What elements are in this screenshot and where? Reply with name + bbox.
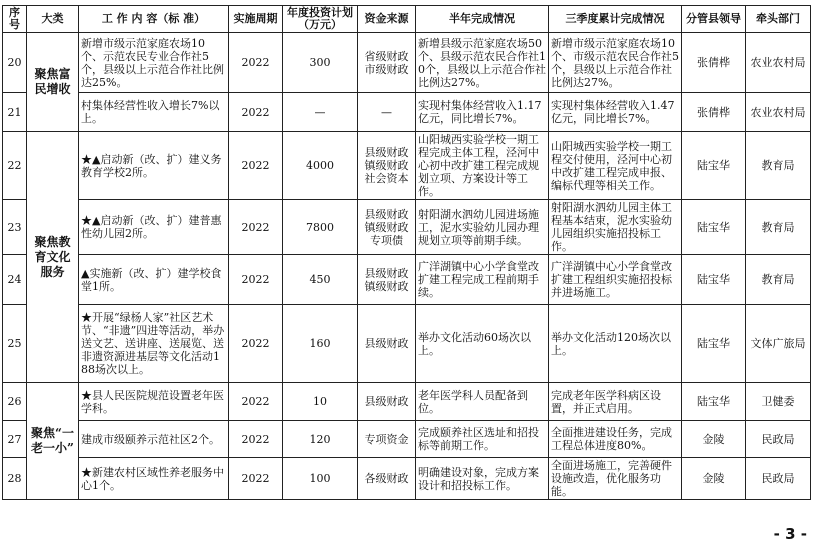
row-period: 2022 [229,305,283,383]
table-header-row [3,6,811,33]
row-fund-source: 专项资金 [358,421,416,458]
row-investment: — [283,93,358,132]
row-content: 建成市级颐养示范社区2个。 [79,421,229,458]
row-q3: 实现村集体经营收入1.47亿元，同比增长7%。 [549,93,682,132]
row-content: ★▲启动新（改、扩）建义务教育学校2所。 [79,132,229,200]
row-no: 25 [3,305,27,383]
table-row [3,132,811,200]
row-no: 27 [3,421,27,458]
row-period: 2022 [229,421,283,458]
row-investment: 160 [283,305,358,383]
category-cell: 聚焦“一老一小” [27,383,79,500]
header-department: 牵头部门 [746,6,811,33]
table-row [3,200,811,255]
row-department: 文体广旅局 [746,305,811,383]
row-no: 22 [3,132,27,200]
row-period: 2022 [229,93,283,132]
row-q3: 山阳城西实验学校一期工程交付使用，泾河中心初中改扩建工程完成申报、编标代理等相关工作。 [549,132,682,200]
row-half-year: 射阳湖水泗幼儿园进场施工，泥水实验幼儿园办理规划立项等前期手续。 [416,200,549,255]
row-investment: 450 [283,255,358,305]
row-q3: 完成老年医学科病区设置，并正式启用。 [549,383,682,421]
row-department: 教育局 [746,132,811,200]
row-q3: 广洋湖镇中心小学食堂改扩建工程组织实施招投标并进场施工。 [549,255,682,305]
header-category: 大类 [27,6,79,33]
row-half-year: 广洋湖镇中心小学食堂改扩建工程完成工程前期手续。 [416,255,549,305]
header-content: 工 作 内 容（标 准） [79,6,229,33]
row-period: 2022 [229,383,283,421]
row-half-year: 实现村集体经营收入1.17亿元，同比增长7%。 [416,93,549,132]
row-leader: 金陵 [682,458,746,500]
row-q3: 全面进场施工，完善硬件设施改造，优化服务功能。 [549,458,682,500]
row-half-year: 老年医学科人员配备到位。 [416,383,549,421]
row-investment: 100 [283,458,358,500]
work-plan-table [2,5,811,500]
table-row [3,305,811,383]
table-row [3,33,811,93]
header-leader: 分管县领导 [682,6,746,33]
row-period: 2022 [229,132,283,200]
header-period: 实施周期 [229,6,283,33]
header-investment: 年度投资计划（万元） [283,6,358,33]
row-investment: 120 [283,421,358,458]
row-content: ★开展“绿杨人家”社区艺术节、“非遗”四进等活动，举办送文艺、送讲座、送展览、送非遗资源进基层等文化活动188场次以上。 [79,305,229,383]
row-half-year: 明确建设对象，完成方案设计和招投标工作。 [416,458,549,500]
row-q3: 新增市级示范家庭农场10个、市级示范农民合作社5个，县级以上示范合作社比例达27%。 [549,33,682,93]
category-cell: 聚焦富民增收 [27,33,79,132]
row-period: 2022 [229,255,283,305]
row-leader: 陆宝华 [682,305,746,383]
row-leader: 张倩桦 [682,33,746,93]
table-row [3,93,811,132]
row-fund-source: 县级财政 [358,305,416,383]
row-investment: 10 [283,383,358,421]
header-no: 序号 [3,6,27,33]
row-content: 村集体经营性收入增长7%以上。 [79,93,229,132]
row-investment: 7800 [283,200,358,255]
table-row [3,421,811,458]
row-q3: 举办文化活动120场次以上。 [549,305,682,383]
row-leader: 陆宝华 [682,132,746,200]
row-department: 教育局 [746,200,811,255]
row-fund-source: 县级财政 镇级财政 社会资本 [358,132,416,200]
row-half-year: 完成颐养社区选址和招投标等前期工作。 [416,421,549,458]
row-leader: 陆宝华 [682,255,746,305]
row-q3: 射阳湖水泗幼儿园主体工程基本结束，泥水实验幼儿园组织实施招投标工作。 [549,200,682,255]
row-fund-source: 县级财政 [358,383,416,421]
row-department: 农业农村局 [746,33,811,93]
row-leader: 金陵 [682,421,746,458]
row-investment: 4000 [283,132,358,200]
table-row [3,458,811,500]
row-no: 24 [3,255,27,305]
row-content: ▲实施新（改、扩）建学校食堂1所。 [79,255,229,305]
row-investment: 300 [283,33,358,93]
row-fund-source: — [358,93,416,132]
row-no: 26 [3,383,27,421]
row-content: ★县人民医院规范设置老年医学科。 [79,383,229,421]
header-q3: 三季度累计完成情况 [549,6,682,33]
row-period: 2022 [229,33,283,93]
row-half-year: 山阳城西实验学校一期工程完成主体工程，泾河中心初中改扩建工程完成规划立项、方案设计等工作。 [416,132,549,200]
row-period: 2022 [229,458,283,500]
row-leader: 陆宝华 [682,383,746,421]
row-content: 新增市级示范家庭农场10个、示范农民专业合作社5个，县级以上示范合作社比例达25%。 [79,33,229,93]
row-content: ★▲启动新（改、扩）建普惠性幼儿园2所。 [79,200,229,255]
row-fund-source: 各级财政 [358,458,416,500]
table-row [3,383,811,421]
row-department: 农业农村局 [746,93,811,132]
row-department: 民政局 [746,458,811,500]
row-fund-source: 省级财政 市级财政 [358,33,416,93]
row-leader: 张倩桦 [682,93,746,132]
category-cell: 聚焦教育文化服务 [27,132,79,383]
header-half-year: 半年完成情况 [416,6,549,33]
row-q3: 全面推进建设任务，完成工程总体进度80%。 [549,421,682,458]
row-no: 20 [3,33,27,93]
row-half-year: 举办文化活动60场次以上。 [416,305,549,383]
row-department: 教育局 [746,255,811,305]
page-number: - 3 - [773,525,807,543]
row-content: ★新建农村区域性养老服务中心1个。 [79,458,229,500]
row-fund-source: 县级财政 镇级财政 专项债 [358,200,416,255]
row-no: 21 [3,93,27,132]
row-half-year: 新增县级示范家庭农场50个、县级示范农民合作社10个，县级以上示范合作社比例达27%。 [416,33,549,93]
table-row [3,255,811,305]
row-fund-source: 县级财政 镇级财政 [358,255,416,305]
row-period: 2022 [229,200,283,255]
row-leader: 陆宝华 [682,200,746,255]
row-no: 28 [3,458,27,500]
header-fund-source: 资金来源 [358,6,416,33]
row-department: 民政局 [746,421,811,458]
row-no: 23 [3,200,27,255]
row-department: 卫健委 [746,383,811,421]
